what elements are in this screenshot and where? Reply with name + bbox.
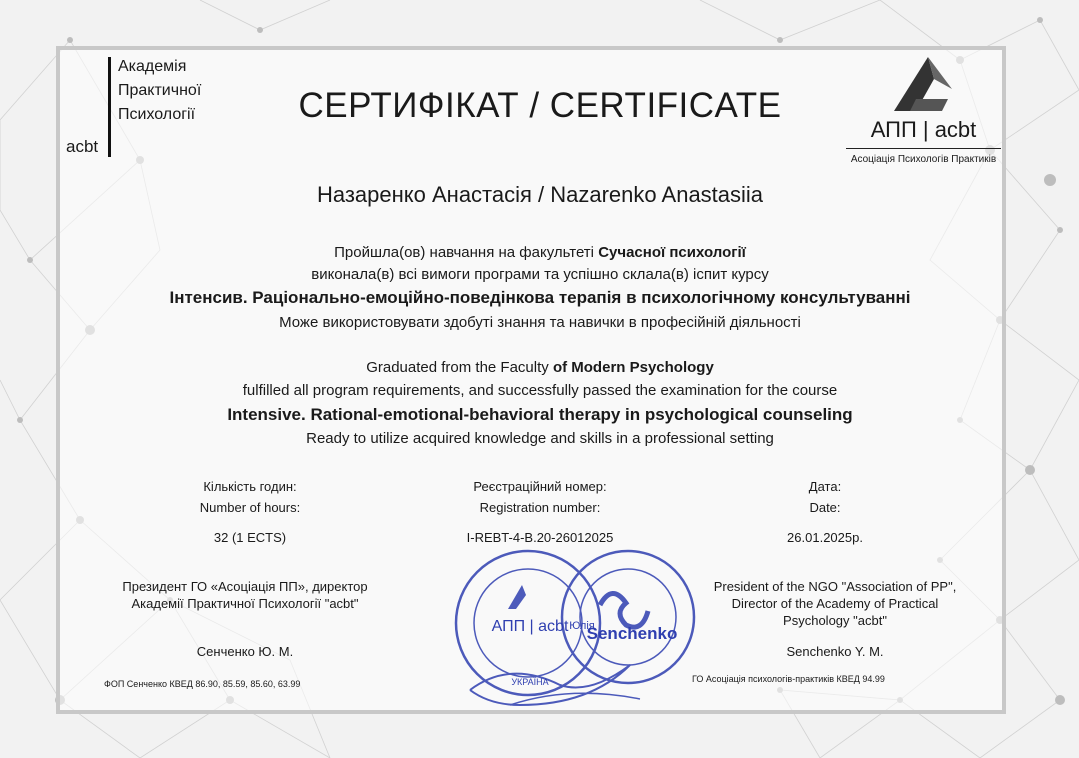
date-label-ua: Дата:: [808, 479, 842, 494]
right-signatory-role: [695, 578, 975, 629]
right-role-line: Psychology "acbt": [783, 613, 887, 628]
ua-line-1-prefix: Пройшла(ов) навчання на факультеті: [334, 244, 599, 261]
right-signatory-name: Senchenko Y. M.: [786, 644, 884, 659]
ua-course-name: Інтенсив. Раціонально-емоційно-поведінкова терапія в психологічному консультуванні: [169, 288, 911, 307]
academy-logo-line: Практичної: [118, 82, 202, 99]
date-value: 26.01.2025р.: [787, 530, 863, 545]
en-line-1: [90, 359, 990, 376]
en-line-4: Ready to utilize acquired knowledge and skills in a professional setting: [306, 430, 774, 447]
en-faculty: of Modern Psychology: [552, 359, 714, 376]
hours-value: 32 (1 ECTS): [213, 530, 287, 545]
association-logo-subtitle: Асоціація Психологів Практиків: [850, 154, 997, 165]
ua-faculty: Сучасної психології: [598, 244, 746, 261]
left-signatory-name: Сенченко Ю. М.: [196, 644, 294, 659]
date-label-en: Date:: [809, 500, 841, 515]
left-seal-country: УКРАЇНА: [511, 677, 549, 687]
ua-line-2: виконала(в) всі вимоги програми та успішно склала(в) іспит курсу: [311, 266, 769, 283]
left-registration-note: ФОП Сенченко КВЕД 86.90, 85.59, 85.60, 63.99: [104, 679, 301, 689]
en-line-1-prefix: Graduated from the Faculty: [366, 359, 553, 376]
triangle-logo-icon: [886, 55, 956, 115]
association-logo-brand: АПП | acbt: [870, 117, 977, 142]
handwritten-signature-icon: [470, 665, 630, 705]
left-role-line: Президент ГО «Асоціація ПП», директор: [122, 579, 368, 594]
association-logo-rule: [846, 148, 1001, 149]
hours-label-en: Number of hours:: [199, 500, 301, 515]
recipient-name: Назаренко Анастасія / Nazarenko Anastasiia: [316, 182, 764, 207]
right-role-line: President of the NGO "Association of PP",: [713, 579, 957, 594]
association-logo: [836, 55, 1011, 170]
academy-logo: [66, 55, 236, 160]
official-seals: [450, 535, 710, 720]
registration-label-ua: Реєстраційний номер:: [473, 479, 607, 494]
academy-logo-line: Академія: [118, 58, 187, 75]
en-course-name: Intensive. Rational-emotional-behavioral therapy in psychological counseling: [227, 405, 853, 424]
left-seal-triangle-icon: [508, 585, 526, 609]
academy-logo-text: [118, 55, 201, 127]
left-seal-brand: АПП | acbt: [491, 618, 569, 635]
academy-logo-line: Психології: [118, 106, 196, 123]
left-signatory-role: [100, 578, 390, 612]
seal-s-logo-icon: [600, 593, 648, 627]
certificate-title: СЕРТИФІКАТ / CERTIFICATE: [298, 86, 782, 125]
right-seal-initial: Юлія: [569, 620, 595, 632]
registration-value: I-REBT-4-B.20-26012025: [466, 530, 614, 545]
right-role-line: Director of the Academy of Practical: [731, 596, 939, 611]
en-line-2: fulfilled all program requirements, and successfully passed the examination for the course: [242, 382, 838, 399]
hours-label-ua: Кількість годин:: [203, 479, 297, 494]
right-registration-note: ГО Асоціація психологів-практиків КВЕД 94.99: [692, 674, 885, 684]
ua-line-4: Може використовувати здобуті знання та навички в професійній діяльності: [279, 314, 801, 331]
right-seal-name: Senchenko: [586, 624, 678, 643]
date-column: [740, 476, 910, 548]
hours-column: [150, 476, 350, 548]
academy-logo-bar: [108, 57, 111, 157]
academy-logo-acbt: acbt: [66, 137, 99, 156]
registration-label-en: Registration number:: [479, 500, 601, 515]
left-role-line: Академії Практичної Психології "acbt": [131, 596, 359, 611]
ua-line-1: [90, 244, 990, 261]
right-seal-inner-ring: [580, 569, 676, 665]
